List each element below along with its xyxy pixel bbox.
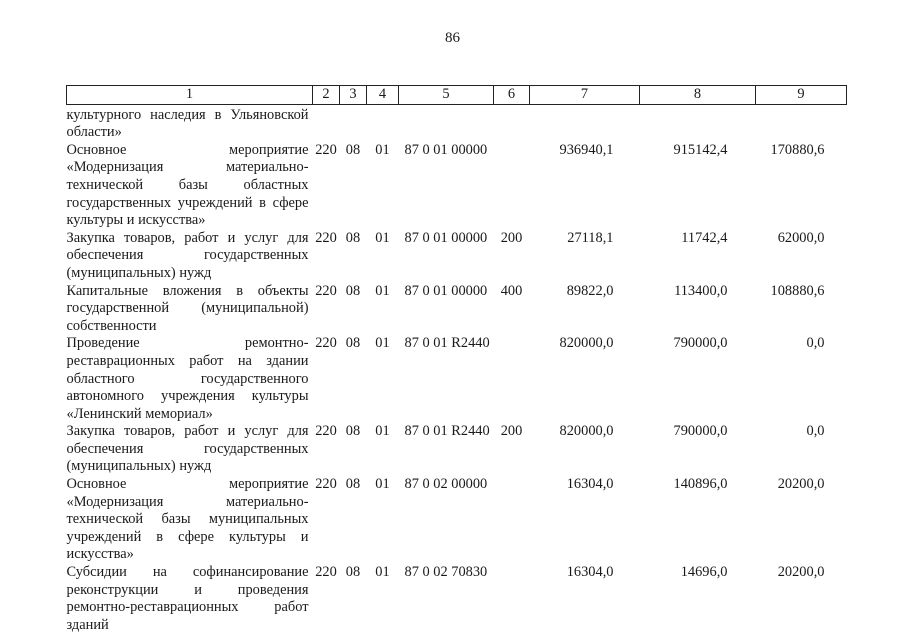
amount-year-1: 936940,1 bbox=[559, 141, 614, 158]
amount-year-2: 790000,0 bbox=[673, 335, 728, 352]
target-article-code: 87 0 02 00000 bbox=[404, 476, 488, 493]
section-code: 08 bbox=[345, 141, 361, 158]
amount-year-2 bbox=[640, 104, 756, 142]
subsection-code: 01 bbox=[375, 476, 390, 493]
ved-code: 220 bbox=[315, 564, 337, 581]
column-header-1: 1 bbox=[67, 86, 313, 105]
row-name: Закупка товаров, работ и услуг для обеспечения государственных (муниципальных) нужд bbox=[66, 229, 309, 281]
ved-code: 220 bbox=[315, 335, 337, 352]
subsection-code: 01 bbox=[375, 141, 390, 158]
row-name: Субсидии на софинансирование реконструкции и проведения ремонтно-реставрационных работ зданий bbox=[66, 564, 309, 633]
expense-type-code bbox=[494, 564, 530, 634]
column-header-8: 8 bbox=[640, 86, 756, 105]
amount-year-3 bbox=[756, 104, 847, 142]
column-header-5: 5 bbox=[399, 86, 494, 105]
expense-type-code: 200 bbox=[500, 423, 523, 440]
amount-year-3: 20200,0 bbox=[777, 476, 825, 493]
target-article-code: 87 0 01 00000 bbox=[404, 229, 488, 246]
page-number: 86 bbox=[445, 30, 460, 46]
amount-year-1 bbox=[530, 104, 640, 142]
amount-year-2: 915142,4 bbox=[673, 141, 728, 158]
target-article-code bbox=[399, 104, 494, 142]
amount-year-1: 820000,0 bbox=[559, 423, 614, 440]
table-row bbox=[67, 423, 847, 476]
amount-year-2: 113400,0 bbox=[674, 282, 728, 299]
expense-type-code: 400 bbox=[500, 282, 523, 299]
ved-code: 220 bbox=[315, 229, 337, 246]
table-row bbox=[67, 335, 847, 423]
row-name: Основное мероприятие «Модернизация материально-технической базы муниципальных учреждений в сфере культуры и искусства» bbox=[66, 476, 309, 563]
ved-code: 220 bbox=[315, 476, 337, 493]
amount-year-2: 140896,0 bbox=[673, 476, 728, 493]
expense-type-code bbox=[494, 476, 530, 564]
amount-year-3: 170880,6 bbox=[770, 141, 825, 158]
column-header-2: 2 bbox=[313, 86, 340, 105]
column-header-9: 9 bbox=[756, 86, 847, 105]
table-row bbox=[67, 104, 847, 142]
row-name: Закупка товаров, работ и услуг для обеспечения государственных (муниципальных) нужд bbox=[66, 423, 309, 475]
amount-year-1: 27118,1 bbox=[567, 229, 614, 246]
amount-year-1: 89822,0 bbox=[566, 282, 614, 299]
ved-code: 220 bbox=[315, 141, 337, 158]
row-name: Капитальные вложения в объекты государственной (муниципальной) собственности bbox=[66, 282, 309, 334]
ved-code: 220 bbox=[315, 282, 337, 299]
section-code: 08 bbox=[345, 423, 361, 440]
amount-year-3: 0,0 bbox=[806, 335, 825, 352]
row-name: Основное мероприятие «Модернизация материально-технической базы областных государственных учреждений в сфере культуры и искусства» bbox=[66, 141, 309, 229]
target-article-code: 87 0 01 00000 bbox=[404, 141, 488, 158]
ved-code bbox=[313, 104, 340, 142]
table-row bbox=[67, 564, 847, 634]
amount-year-2: 11742,4 bbox=[681, 229, 728, 246]
column-header-3: 3 bbox=[340, 86, 367, 105]
section-code: 08 bbox=[345, 564, 361, 581]
amount-year-1: 16304,0 bbox=[566, 564, 614, 581]
amount-year-2: 14696,0 bbox=[680, 564, 728, 581]
row-name: Проведение ремонтно-реставрационных работ на здании областного государственного автономного учреждения культуры «Ленинский мемориал» bbox=[66, 335, 309, 422]
target-article-code: 87 0 02 70830 bbox=[404, 564, 488, 581]
subsection-code: 01 bbox=[375, 335, 390, 352]
section-code bbox=[340, 104, 367, 142]
budget-table bbox=[66, 85, 847, 634]
amount-year-3: 108880,6 bbox=[770, 282, 825, 299]
section-code: 08 bbox=[345, 282, 361, 299]
column-header-7: 7 bbox=[530, 86, 640, 105]
section-code: 08 bbox=[345, 335, 361, 352]
section-code: 08 bbox=[345, 229, 361, 246]
amount-year-2: 790000,0 bbox=[673, 423, 728, 440]
table-row bbox=[67, 283, 847, 336]
column-header-6: 6 bbox=[494, 86, 530, 105]
expense-type-code bbox=[494, 335, 530, 423]
section-code: 08 bbox=[345, 476, 361, 493]
column-header-4: 4 bbox=[367, 86, 399, 105]
expense-type-code: 200 bbox=[500, 229, 523, 246]
amount-year-3: 62000,0 bbox=[777, 229, 825, 246]
amount-year-3: 20200,0 bbox=[777, 564, 825, 581]
subsection-code bbox=[367, 104, 399, 142]
subsection-code: 01 bbox=[375, 423, 390, 440]
ved-code: 220 bbox=[315, 423, 337, 440]
table-row bbox=[67, 142, 847, 230]
header-row bbox=[67, 86, 847, 105]
row-name: культурного наследия в Ульяновской области» bbox=[66, 106, 309, 141]
amount-year-3: 0,0 bbox=[806, 423, 825, 440]
target-article-code: 87 0 01 R2440 bbox=[404, 335, 490, 352]
subsection-code: 01 bbox=[375, 229, 390, 246]
subsection-code: 01 bbox=[375, 282, 390, 299]
amount-year-1: 16304,0 bbox=[566, 476, 614, 493]
table-row bbox=[67, 476, 847, 564]
target-article-code: 87 0 01 00000 bbox=[404, 282, 488, 299]
expense-type-code bbox=[494, 142, 530, 230]
target-article-code: 87 0 01 R2440 bbox=[404, 423, 490, 440]
expense-type-code bbox=[494, 104, 530, 142]
table-row bbox=[67, 230, 847, 283]
subsection-code: 01 bbox=[375, 564, 390, 581]
amount-year-1: 820000,0 bbox=[559, 335, 614, 352]
